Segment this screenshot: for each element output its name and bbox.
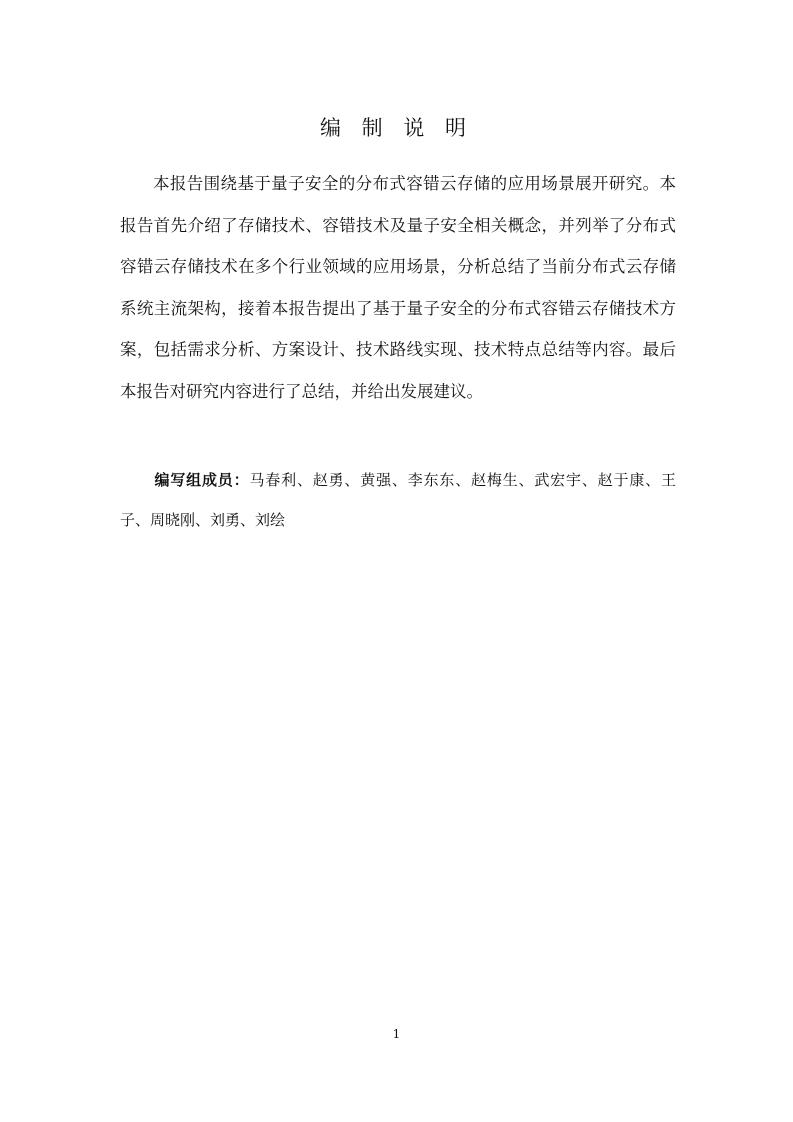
document-title: 编 制 说 明 xyxy=(319,116,474,140)
authors-label: 编写组成员： xyxy=(154,471,250,489)
authors-section xyxy=(120,460,676,540)
description-paragraph: 本报告围绕基于量子安全的分布式容错云存储的应用场景展开研究。本报告首先介绍了存储技术、容错技术及量子安全相关概念，并列举了分布式容错云存储技术在多个行业领域的应用场景，分析总结了当前分布式云存储系统主流架构，接着本报告提出了基于量子安全的分布式容错云存储技术方案，包括需求分析、方案设计、技术路线实现、技术特点总结等内容。最后本报告对研究内容进行了总结，并给出发展建议。 xyxy=(120,174,676,401)
authors-list: 马春利、赵勇、黄强、李东东、赵梅生、武宏宇、赵于康、王子、周晓刚、刘勇、刘绘 xyxy=(120,471,676,529)
page-number: 1 xyxy=(392,1027,401,1041)
